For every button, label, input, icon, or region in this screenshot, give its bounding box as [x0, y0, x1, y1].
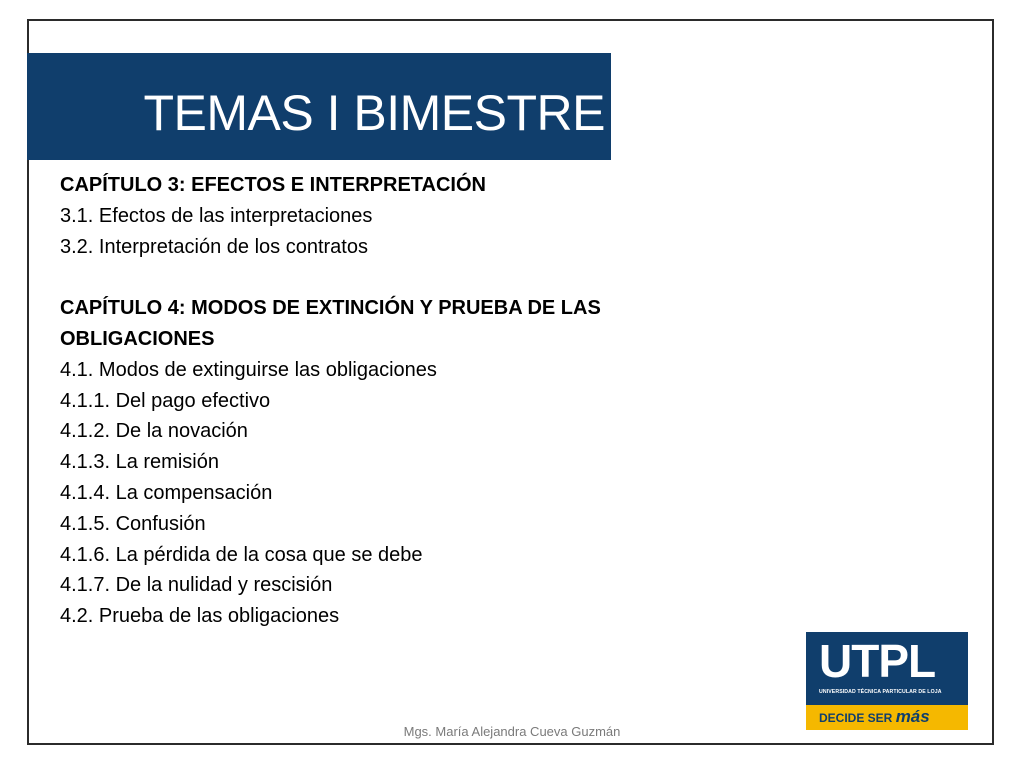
utpl-logo	[806, 632, 968, 730]
logo-wordmark: UTPL	[819, 635, 936, 687]
topic-item: 4.1.7. De la nulidad y rescisión	[60, 574, 333, 597]
logo-top-panel	[806, 632, 968, 705]
logo-slogan-emphasis: más	[895, 707, 930, 726]
topic-item: 4.1. Modos de extinguirse las obligaciones	[60, 358, 437, 381]
spacer	[60, 262, 680, 293]
topic-item: 3.1. Efectos de las interpretaciones	[60, 204, 373, 227]
footer-author: Mgs. María Alejandra Cueva Guzmán	[403, 724, 621, 739]
topic-item: 4.1.6. La pérdida de la cosa que se debe	[60, 543, 423, 566]
topic-item: 4.1.4. La compensación	[60, 481, 273, 504]
chapter-3-heading: CAPÍTULO 3: EFECTOS E INTERPRETACIÓN	[60, 174, 486, 196]
title-band	[27, 53, 611, 160]
topic-item: 4.1.1. Del pago efectivo	[60, 389, 271, 412]
topic-item: 4.1.2. De la novación	[60, 420, 248, 443]
chapter-4-heading-line-1: CAPÍTULO 4: MODOS DE EXTINCIÓN Y PRUEBA DE LAS	[60, 297, 601, 320]
chapter-4-heading-line-2: OBLIGACIONES	[60, 327, 215, 350]
topics-list	[60, 170, 680, 632]
topic-item: 3.2. Interpretación de los contratos	[60, 235, 368, 258]
topic-item: 4.1.3. La remisión	[60, 451, 219, 474]
logo-slogan-prefix: DECIDE SER	[819, 711, 896, 725]
topic-item: 4.2. Prueba de las obligaciones	[60, 605, 340, 628]
logo-university-name: UNIVERSIDAD TÉCNICA PARTICULAR DE LOJA	[819, 689, 942, 695]
topic-item: 4.1.5. Confusión	[60, 512, 206, 535]
slide-title: TEMAS I BIMESTRE	[143, 85, 605, 141]
